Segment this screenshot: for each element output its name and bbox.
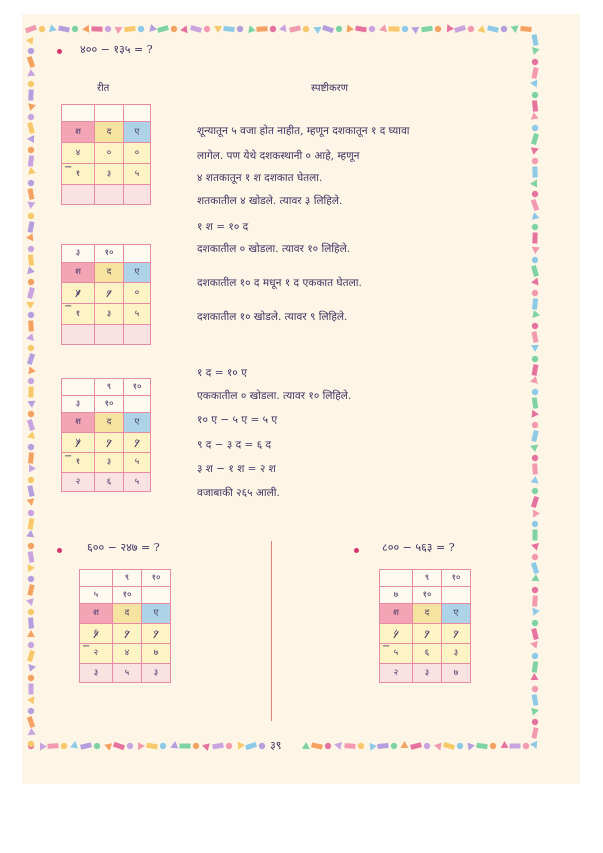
explanation-line: शून्यातून ५ वजा होत नाहीत, म्हणून दशकातून १ द घ्यावा [197,125,410,137]
border-confetti [476,743,488,749]
border-confetti [531,628,539,640]
border-confetti [509,743,520,748]
border-confetti [421,26,433,32]
struck-digit: ० [424,628,430,639]
border-confetti [454,25,466,33]
border-confetti [28,312,34,318]
border-confetti [28,576,34,582]
struck-digit: ८ [393,628,399,639]
border-confetti [532,653,538,659]
border-confetti [530,608,540,617]
border-confetti [28,411,34,417]
border-confetti [532,587,538,593]
border-confetti [531,562,539,574]
border-confetti [47,743,58,749]
border-confetti [28,444,34,450]
border-confetti [532,290,538,296]
minus-sign: − [64,451,73,462]
border-confetti [27,584,34,596]
border-confetti [80,742,92,749]
border-confetti [28,386,33,397]
border-confetti [28,147,34,153]
struck-digit: ० [106,437,112,448]
border-confetti [180,744,191,749]
border-confetti [520,26,531,32]
border-confetti [303,26,309,32]
border-confetti [530,673,540,683]
page-number: ३९ [270,739,282,752]
border-confetti [180,24,190,33]
border-confetti [235,742,245,752]
border-confetti [533,530,538,541]
border-confetti [28,543,34,549]
border-confetti [25,167,36,178]
border-confetti [25,661,36,672]
border-confetti [245,742,257,750]
border-confetti [27,122,35,134]
border-confetti [160,743,166,749]
border-confetti [532,455,538,461]
border-confetti [532,100,538,111]
border-confetti [39,26,45,32]
border-confetti [532,323,538,329]
border-confetti [27,696,35,705]
border-confetti [532,125,538,131]
border-confetti [366,740,377,750]
bullet [354,548,359,553]
border-confetti [28,254,34,266]
bullet [57,49,62,54]
border-confetti [511,25,520,33]
border-confetti [138,742,145,750]
border-confetti [28,345,34,351]
border-confetti [358,743,364,749]
explanation-line: १० ए − ५ ए = ५ ए [197,414,278,426]
border-confetti [25,100,36,111]
border-confetti [28,114,34,120]
border-confetti [532,719,538,725]
border-confetti [28,617,34,628]
border-confetti [344,743,355,749]
border-confetti [532,521,538,527]
border-confetti [531,727,538,739]
border-confetti [532,92,538,98]
border-confetti [27,650,35,662]
border-confetti [256,26,267,32]
border-confetti [202,740,213,751]
border-confetti [530,574,540,584]
border-confetti [28,518,35,530]
border-confetti [532,620,538,626]
border-confetti [28,378,34,384]
border-confetti [27,630,35,637]
border-confetti [311,742,323,749]
border-confetti [523,743,529,749]
border-confetti [105,26,111,32]
border-confetti [532,158,538,164]
border-confetti [190,25,202,33]
border-confetti [212,743,224,750]
problem-1: ४०० − १३५ = ? [80,43,153,56]
border-confetti [124,26,136,32]
border-confetti [530,441,540,452]
border-confetti [530,47,540,56]
border-confetti [532,257,538,263]
border-confetti [532,661,538,673]
border-confetti [531,265,539,277]
struck-digit: ० [134,437,140,448]
border-confetti [411,23,421,34]
border-confetti [501,26,507,32]
border-confetti [531,331,538,343]
border-confetti [532,298,538,309]
border-confetti [28,246,34,252]
border-confetti [532,34,539,46]
border-confetti [27,221,34,233]
border-confetti [443,24,454,34]
border-confetti [27,716,35,728]
border-confetti [532,488,538,494]
problem-2: ६०० − २४७ = ? [87,541,160,554]
border-confetti [530,641,540,650]
border-confetti [443,742,455,750]
struck-digit: ० [453,628,459,639]
border-confetti [530,211,539,220]
border-confetti [28,675,34,681]
border-confetti [27,266,36,275]
border-confetti [82,25,90,34]
border-confetti [28,452,34,463]
border-confetti [61,743,67,749]
border-confetti [28,609,34,615]
border-confetti [532,224,538,230]
border-confetti [369,26,375,32]
border-confetti [532,364,539,376]
bullet [57,548,62,553]
border-confetti [28,89,34,100]
border-confetti [410,742,422,750]
border-confetti [26,530,36,541]
border-confetti [171,26,177,32]
border-confetti [28,642,34,648]
explanation-line: वजाबाकी २६५ आली. [197,487,280,499]
border-confetti [226,743,232,749]
minus-sign: − [64,301,73,312]
border-confetti [146,743,158,750]
explanation-line: १ द = १० ए [197,367,247,379]
border-confetti [70,741,81,752]
border-confetti [530,278,538,287]
border-confetti [223,26,234,32]
border-confetti [279,24,290,35]
border-confetti [529,310,540,321]
struck-digit: ४ [75,287,81,298]
border-confetti [388,26,399,31]
border-confetti [531,496,539,508]
border-confetti [28,279,34,285]
struck-digit: ६ [93,628,99,639]
explanation-line: १ श = १० द [197,221,249,233]
border-confetti [58,25,70,32]
explanation-line: लागेल. पण येथे दशकस्थानी ० आहे, म्हणून [197,150,360,162]
border-confetti [334,742,344,751]
border-confetti [26,34,37,44]
border-confetti [27,485,34,497]
border-confetti [355,26,367,33]
border-confetti [27,287,35,299]
border-confetti [487,25,499,33]
subtraction-grid-5: ९ १० ७ १० श द ए ८ ० ० ५ ६ ३ २ ३ ७ [379,569,471,683]
border-confetti [378,24,387,33]
border-confetti [529,507,539,517]
border-confetti [28,180,34,186]
border-confetti [477,24,486,33]
border-confetti [531,67,538,79]
border-confetti [26,464,36,474]
border-confetti [532,410,540,418]
border-confetti [237,26,243,32]
border-confetti [532,595,538,606]
border-confetti [27,188,34,200]
struck-digit: ० [106,287,112,298]
problem-3: ८०० − ५६३ = ? [382,541,455,554]
border-confetti [532,686,538,692]
border-confetti [302,742,310,750]
border-confetti [91,26,102,31]
border-confetti [25,25,37,33]
border-confetti [433,741,441,750]
explanation-line: ३ श − १ श = २ श [197,463,276,475]
explanation-line: ४ शतकातून १ श दशकात घेतला. [197,172,323,184]
border-confetti [25,728,35,739]
border-confetti [531,475,540,483]
struck-digit: ० [124,628,130,639]
border-confetti [377,743,388,749]
struck-digit: ० [153,628,159,639]
border-confetti [49,24,58,34]
header-method: रीत [97,83,110,94]
border-confetti [193,743,199,749]
border-confetti [27,135,34,143]
border-confetti [490,743,496,749]
header-explanation: स्पष्टीकरण [311,83,348,94]
border-confetti [530,178,540,188]
border-confetti [467,741,475,750]
border-confetti [28,683,33,694]
border-confetti [113,742,125,750]
border-confetti [26,299,36,309]
border-confetti [530,738,541,748]
divider [271,541,272,721]
border-confetti [400,741,410,751]
border-confetti [204,26,210,32]
explanation-line: दशकातील १० द मधून १ द एककात घेतला. [197,277,362,289]
border-confetti [532,463,538,474]
border-confetti [532,191,538,197]
border-confetti [138,26,144,32]
border-confetti [28,741,34,747]
border-confetti [28,155,34,167]
border-confetti [28,477,34,483]
border-confetti [127,743,133,749]
border-confetti [27,419,35,431]
border-confetti [26,233,37,243]
subtraction-grid-1: श द ए ४ ० ० १ ३ ५ [61,104,151,205]
border-confetti [336,26,342,32]
border-confetti [531,145,540,155]
border-confetti [532,422,538,428]
border-confetti [26,332,36,341]
border-confetti [28,213,34,219]
border-confetti [103,741,112,751]
border-confetti [325,743,331,749]
border-confetti [259,743,265,749]
border-confetti [498,741,508,751]
border-confetti [27,69,36,77]
explanation-line: एककातील ० खोडला. त्यावर १० लिहिले. [197,390,352,402]
explanation-line: शतकातील ४ खोडले. त्यावर ३ लिहिले. [197,195,343,207]
subtraction-grid-3: ९ १० ३ १० श द ए ४ ० ० १ ३ ५ २ ६ ५ [61,378,151,492]
border-confetti [94,743,100,749]
border-confetti [28,320,34,331]
border-confetti [532,554,538,560]
border-confetti [28,551,35,563]
minus-sign: − [64,162,73,173]
border-confetti [289,25,301,32]
border-confetti [27,498,36,506]
border-confetti [27,56,35,68]
border-confetti [146,24,157,35]
border-confetti [26,595,37,606]
border-confetti [37,741,47,751]
border-confetti [402,26,408,32]
border-confetti [28,564,36,573]
border-confetti [531,133,539,145]
border-confetti [214,26,222,33]
border-confetti [347,25,355,34]
border-confetti [424,743,430,749]
border-confetti [391,743,397,749]
border-confetti [468,26,474,32]
border-confetti [532,694,539,706]
border-confetti [532,166,537,177]
border-confetti [457,743,463,749]
border-confetti [530,541,539,551]
border-confetti [26,431,35,441]
border-confetti [531,112,540,122]
minus-sign: − [382,641,391,652]
border-confetti [246,24,256,33]
border-confetti [27,202,36,210]
explanation-line: दशकातील ० खोडला. त्यावर १० लिहिले. [197,243,351,255]
subtraction-grid-2: ३ १० श द ए ४ ० ० १ ३ ५ [61,244,151,345]
border-confetti [26,365,36,375]
border-confetti [72,26,78,32]
border-confetti [28,708,34,714]
border-confetti [28,81,34,87]
border-confetti [532,232,537,243]
explanation-line: ९ द − ३ द = ६ द [197,439,272,451]
border-confetti [532,389,538,395]
border-confetti [26,398,36,408]
border-confetti [27,353,35,365]
border-confetti [157,25,169,33]
border-confetti [532,397,538,409]
border-confetti [28,48,34,54]
border-confetti [531,345,539,352]
border-confetti [530,80,540,90]
border-confetti [115,24,125,34]
border-confetti [312,24,322,34]
border-confetti [435,26,441,32]
border-confetti [529,243,539,254]
border-confetti [28,510,34,516]
border-confetti [531,706,540,715]
border-confetti [270,26,276,32]
subtraction-grid-4: ९ १० ५ १० श द ए ६ ० ० २ ४ ७ ३ ५ ३ [79,569,171,683]
border-confetti [530,376,541,387]
border-confetti [532,356,538,362]
border-confetti [532,59,538,65]
border-confetti [322,25,334,33]
explanation-line: दशकातील १० खोडले. त्यावर ९ लिहिले. [197,311,348,323]
border-confetti [531,199,539,211]
border-confetti [531,430,539,442]
struck-digit: ४ [75,437,81,448]
border-confetti [169,741,179,751]
minus-sign: − [82,641,91,652]
